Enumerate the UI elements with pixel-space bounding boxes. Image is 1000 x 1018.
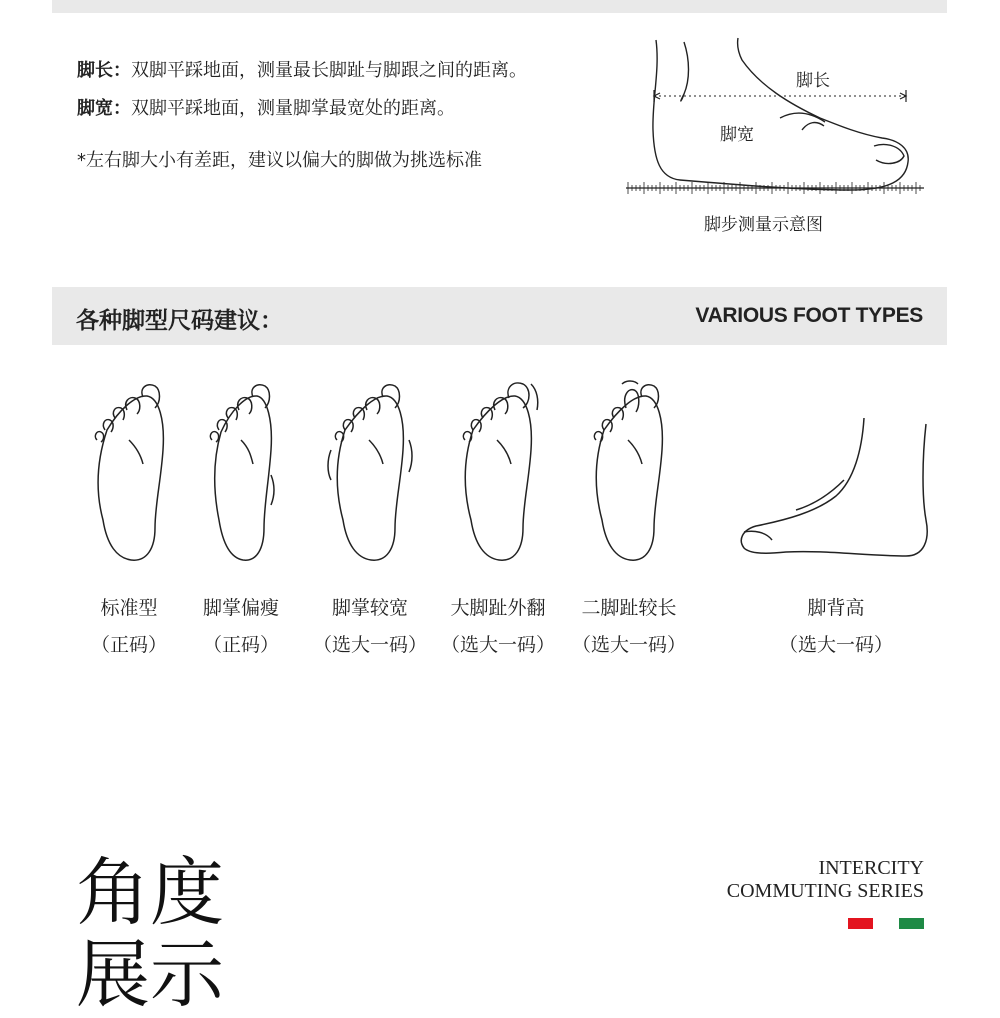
bunion-foot-icon bbox=[453, 380, 543, 565]
foot-length-label: 脚长 bbox=[77, 60, 113, 81]
diagram-length-label: 脚长 bbox=[796, 71, 830, 91]
long-second-toe-foot-icon bbox=[584, 380, 674, 565]
foot-type-advice: （正码） bbox=[90, 634, 167, 656]
angle-display-title bbox=[76, 852, 224, 1016]
foot-length-text: 双脚平踩地面，测量最长脚趾与脚跟之间的距离。 bbox=[131, 60, 527, 81]
foot-type-high-instep bbox=[726, 380, 946, 656]
section-title: 各种脚型尺码建议： bbox=[76, 308, 283, 334]
measurement-instructions bbox=[77, 62, 617, 190]
italian-flag-stripe bbox=[848, 918, 924, 929]
diagram-width-label: 脚宽 bbox=[720, 125, 754, 145]
foot-width-text: 双脚平踩地面，测量脚掌最宽处的距离。 bbox=[131, 98, 455, 119]
flag-green-stripe bbox=[899, 918, 924, 929]
diagram-caption: 脚步测量示意图 bbox=[704, 215, 823, 235]
foot-type-name: 脚掌较宽 bbox=[331, 597, 408, 619]
flag-white-stripe bbox=[873, 918, 898, 929]
foot-type-name: 脚掌偏瘦 bbox=[202, 597, 279, 619]
foot-type-advice: （选大一码） bbox=[312, 634, 427, 656]
foot-type-name: 二脚趾较长 bbox=[581, 597, 677, 619]
series-line1: INTERCITY bbox=[818, 857, 924, 879]
angle-title-line2: 展示 bbox=[76, 932, 224, 1018]
foot-type-advice: （正码） bbox=[202, 634, 279, 656]
thin-foot-icon bbox=[201, 380, 281, 565]
foot-type-advice: （选大一码） bbox=[571, 634, 686, 656]
foot-width-label: 脚宽 bbox=[77, 98, 113, 119]
angle-title-line1: 角度 bbox=[76, 850, 224, 936]
series-line2: COMMUTING SERIES bbox=[726, 880, 924, 902]
foot-length-instruction: 脚长：双脚平踩地面，测量最长脚趾与脚跟之间的距离。 bbox=[77, 60, 527, 81]
section-subtitle: VARIOUS FOOT TYPES bbox=[695, 304, 923, 327]
foot-type-thin bbox=[176, 380, 306, 656]
foot-measurement-diagram bbox=[620, 30, 930, 240]
foot-type-standard bbox=[64, 380, 194, 656]
foot-type-bunion bbox=[436, 380, 560, 656]
size-difference-note: *左右脚大小有差距，建议以偏大的脚做为挑选标准 bbox=[77, 150, 482, 171]
foot-type-name: 大脚趾外翻 bbox=[450, 597, 546, 619]
standard-foot-icon bbox=[89, 380, 169, 565]
foot-type-name: 脚背高 bbox=[807, 597, 865, 619]
high-instep-foot-icon bbox=[736, 380, 936, 565]
top-banner-bar bbox=[52, 0, 947, 13]
foot-type-name: 标准型 bbox=[100, 597, 158, 619]
foot-type-advice: （选大一码） bbox=[440, 634, 555, 656]
foot-type-advice: （选大一码） bbox=[778, 634, 893, 656]
foot-type-long-second-toe bbox=[564, 380, 694, 656]
foot-type-wide bbox=[304, 380, 436, 656]
foot-types-section-header bbox=[52, 287, 947, 345]
foot-width-instruction: 脚宽：双脚平踩地面，测量脚掌最宽处的距离。 bbox=[77, 98, 455, 119]
series-name bbox=[727, 857, 924, 903]
wide-foot-icon bbox=[325, 380, 415, 565]
foot-side-view-icon bbox=[620, 30, 930, 240]
flag-red-stripe bbox=[848, 918, 873, 929]
